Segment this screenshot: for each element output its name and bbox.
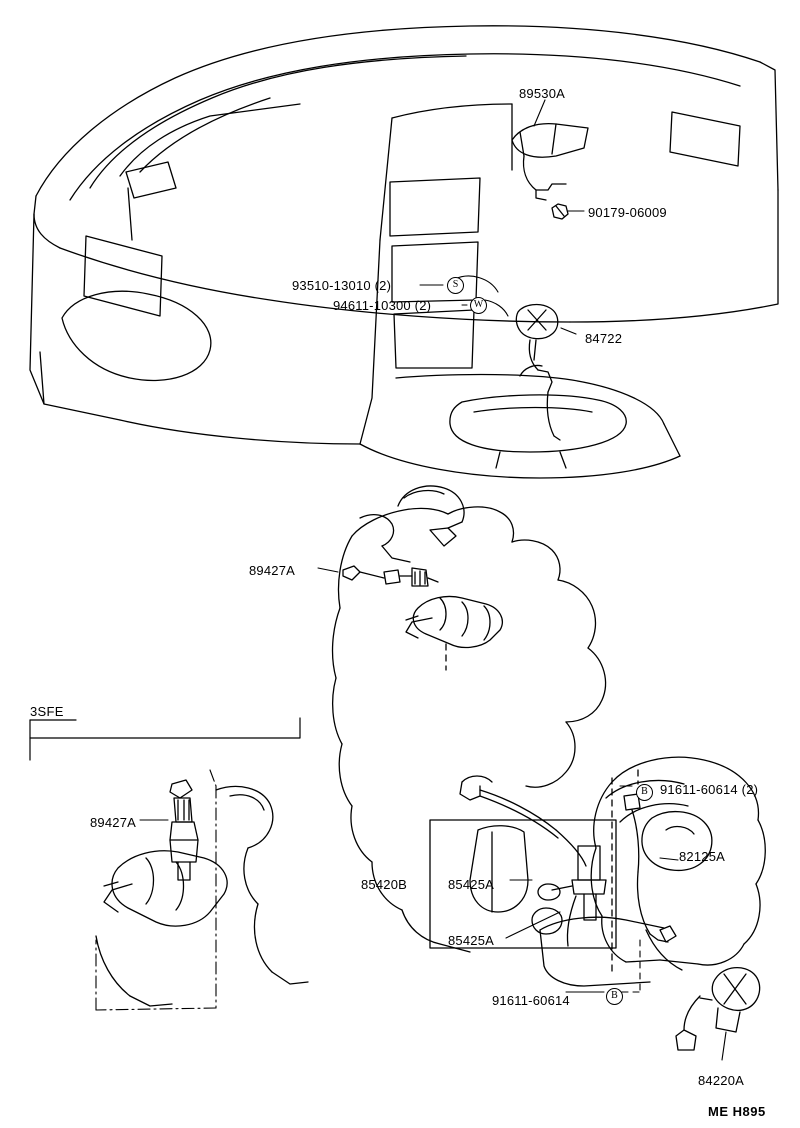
bullet-b-lower-icon: B: [606, 988, 623, 1005]
label-84220a: 84220A: [698, 1073, 745, 1088]
label-89427a-lower: 89427A: [90, 815, 137, 830]
part-82125a: [624, 794, 682, 970]
part-90179-06009: [552, 204, 584, 219]
bullet-s-icon: S: [447, 277, 464, 294]
label-85420b: 85420B: [361, 877, 408, 892]
label-85425a-upper: 85425A: [448, 877, 495, 892]
part-85420b-85425a: [430, 776, 616, 948]
part-89427a-lower: [96, 770, 308, 1010]
inset-group-tag: 3SFE: [30, 704, 64, 719]
part-84722: [516, 305, 576, 440]
label-93510-13010: 93510-13010 (2): [292, 278, 392, 293]
label-89427a-upper: 89427A: [249, 563, 296, 578]
part-84220a: [676, 968, 760, 1060]
label-94611-10300: 94611-10300 (2): [333, 298, 432, 313]
dashboard-outline: [30, 26, 778, 478]
label-89530a: 89530A: [519, 86, 566, 101]
part-89530a: [512, 100, 588, 200]
label-82125a: 82125A: [679, 849, 726, 864]
bullet-b-upper-icon: B: [636, 784, 653, 801]
inset-3sfe: [30, 718, 300, 760]
bullet-w-icon: W: [470, 297, 487, 314]
label-84722: 84722: [585, 331, 623, 346]
part-89427a-upper: [318, 566, 502, 670]
label-91611-60614-upper: 91611-60614 (2): [660, 782, 759, 797]
part-91611-60614: [566, 786, 640, 992]
figure-code: ME H895: [708, 1104, 766, 1119]
label-90179-06009: 90179-06009: [588, 205, 667, 220]
label-91611-60614-lower: 91611-60614: [492, 993, 570, 1008]
label-85425a-lower: 85425A: [448, 933, 495, 948]
